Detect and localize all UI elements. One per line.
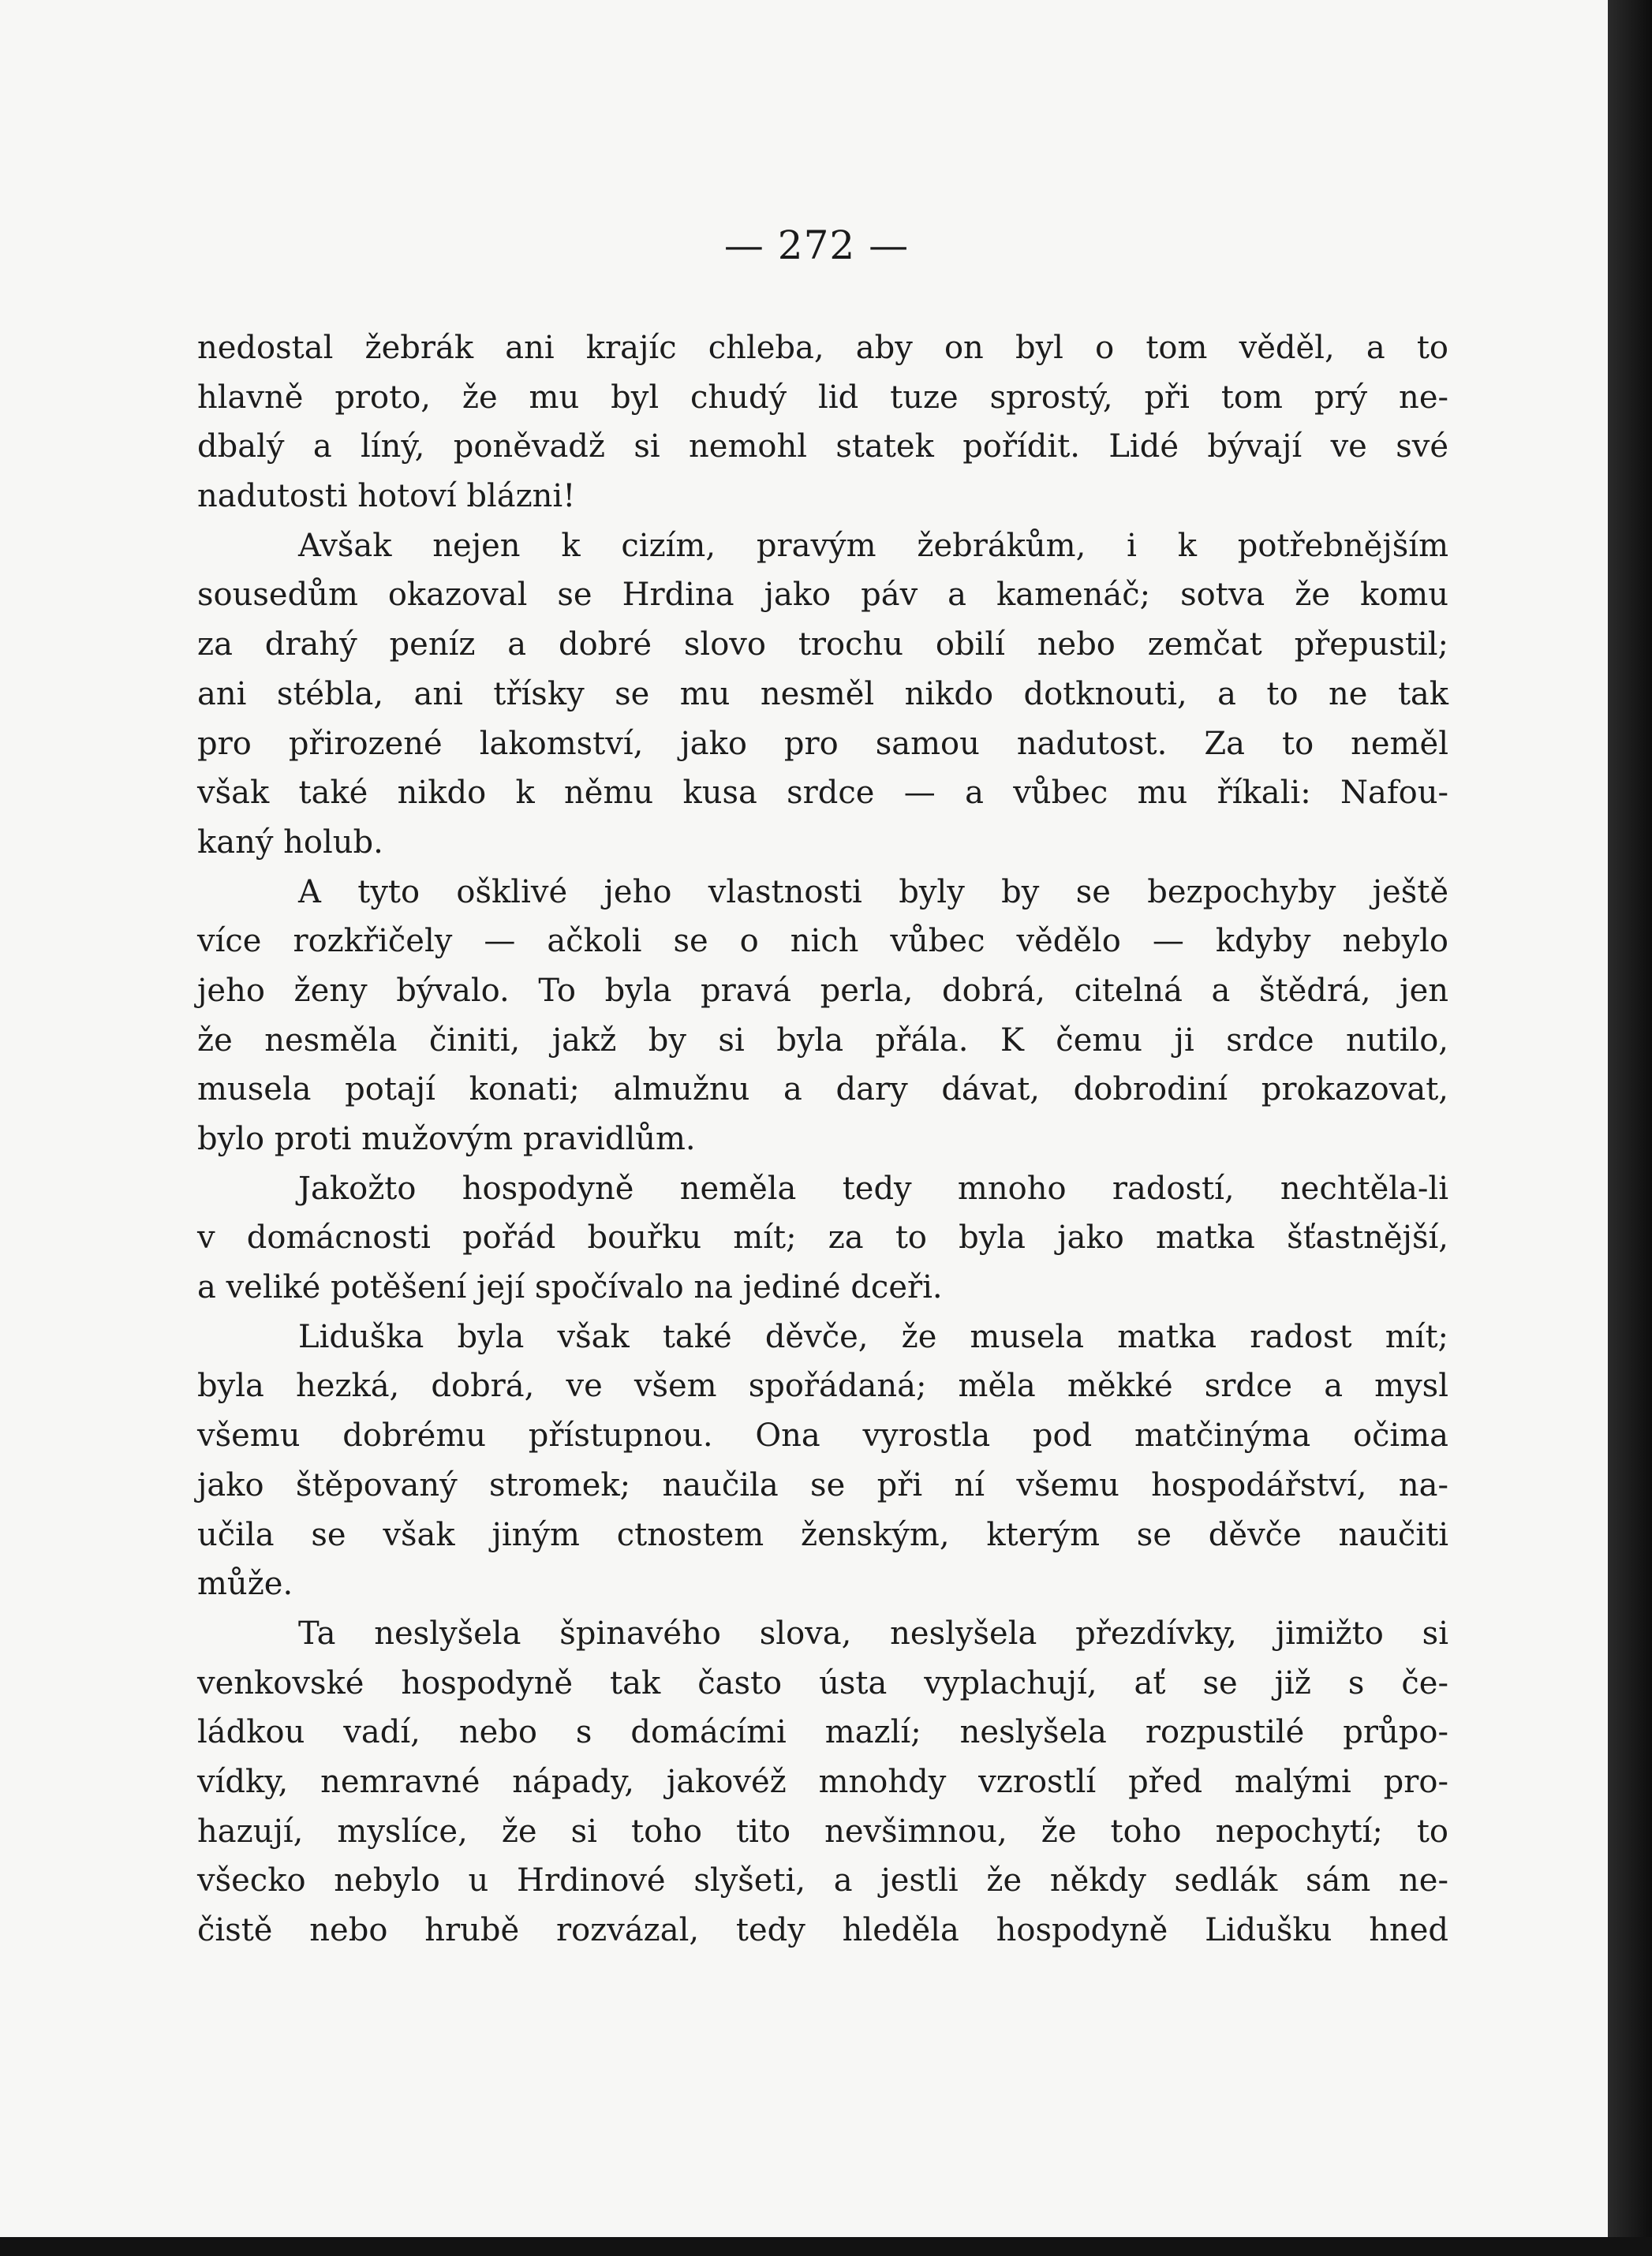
text-line: Avšak nejen k cizím, pravým žebrákům, i k potřebnějším [298,527,1448,564]
text-line: čistě nebo hrubě rozvázal, tedy hleděla hospodyně Lidušku hned [197,1912,1448,1948]
text-line: Jakožto hospodyně neměla tedy mnoho radostí, nechtěla-li [298,1170,1448,1207]
text-line: musela potají konati; almužnu a dary dávat, dobrodiní prokazovat, [197,1071,1448,1108]
page-edge-shadow [1608,0,1652,2256]
text-line: Ta neslyšela špinavého slova, neslyšela přezdívky, jimižto si [298,1615,1448,1652]
body-text [197,323,1448,1955]
text-line: může. [197,1566,293,1603]
text-line: hazují, myslíce, že si toho tito nevšimnou, že toho nepochytí; to [197,1813,1448,1850]
page-bottom-shadow [0,2237,1652,2256]
text-line: všecko nebylo u Hrdinové slyšeti, a jestli že někdy sedlák sám ne- [197,1862,1448,1899]
text-line: sousedům okazoval se Hrdina jako páv a kamenáč; sotva že komu [197,577,1448,614]
text-line: pro přirozené lakomství, jako pro samou nadutost. Za to neměl [197,725,1448,762]
text-line: všemu dobrému přístupnou. Ona vyrostla pod matčinýma očima [197,1417,1448,1455]
text-line: ládkou vadí, nebo s domácími mazlí; neslyšela rozpustilé průpo- [197,1714,1448,1751]
text-line: v domácnosti pořád bouřku mít; za to byla jako matka šťastnější, [197,1220,1448,1257]
text-line: hlavně proto, že mu byl chudý lid tuze sprostý, při tom prý ne- [197,379,1448,416]
text-line: Liduška byla však také děvče, že musela matka radost mít; [298,1318,1448,1355]
text-line: více rozkřičely — ačkoli se o nich vůbec vědělo — kdyby nebylo [197,923,1448,960]
text-line: však také nikdo k němu kusa srdce — a vůbec mu říkali: Nafou- [197,775,1448,812]
text-line: bylo proti mužovým pravidlům. [197,1121,696,1157]
text-line: nadutosti hotoví blázni! [197,478,576,515]
text-line: vídky, nemravné nápady, jakovéž mnohdy vzrostlí před malými pro- [197,1763,1448,1800]
page-number: — 272 — [723,222,910,268]
text-line: A tyto ošklivé jeho vlastnosti byly by se bezpochyby ještě [298,873,1448,910]
text-line: jako štěpovaný stromek; naučila se při ní všemu hospodářství, na- [197,1466,1448,1503]
text-line: za drahý peníz a dobré slovo trochu obilí nebo zemčat přepustil; [197,626,1448,663]
text-line: učila se však jiným ctnostem ženským, kterým se děvče naučiti [197,1516,1448,1553]
text-line: byla hezká, dobrá, ve všem spořádaná; měla měkké srdce a mysl [197,1368,1448,1405]
text-line: dbalý a líný, poněvadž si nemohl statek pořídit. Lidé bývají ve své [197,428,1448,465]
text-line: ani stébla, ani třísky se mu nesměl nikdo dotknouti, a to ne tak [197,675,1448,712]
text-line: kaný holub. [197,824,383,861]
text-line: a veliké potěšení její spočívalo na jediné dceři. [197,1269,943,1306]
text-line: že nesměla činiti, jakž by si byla přála. K čemu ji srdce nutilo, [197,1022,1448,1059]
text-line: venkovské hospodyně tak často ústa vyplachují, ať se již s če- [197,1664,1448,1701]
text-line: jeho ženy bývalo. To byla pravá perla, dobrá, citelná a štědrá, jen [197,972,1448,1009]
text-line: nedostal žebrák ani krajíc chleba, aby on byl o tom věděl, a to [197,330,1448,366]
